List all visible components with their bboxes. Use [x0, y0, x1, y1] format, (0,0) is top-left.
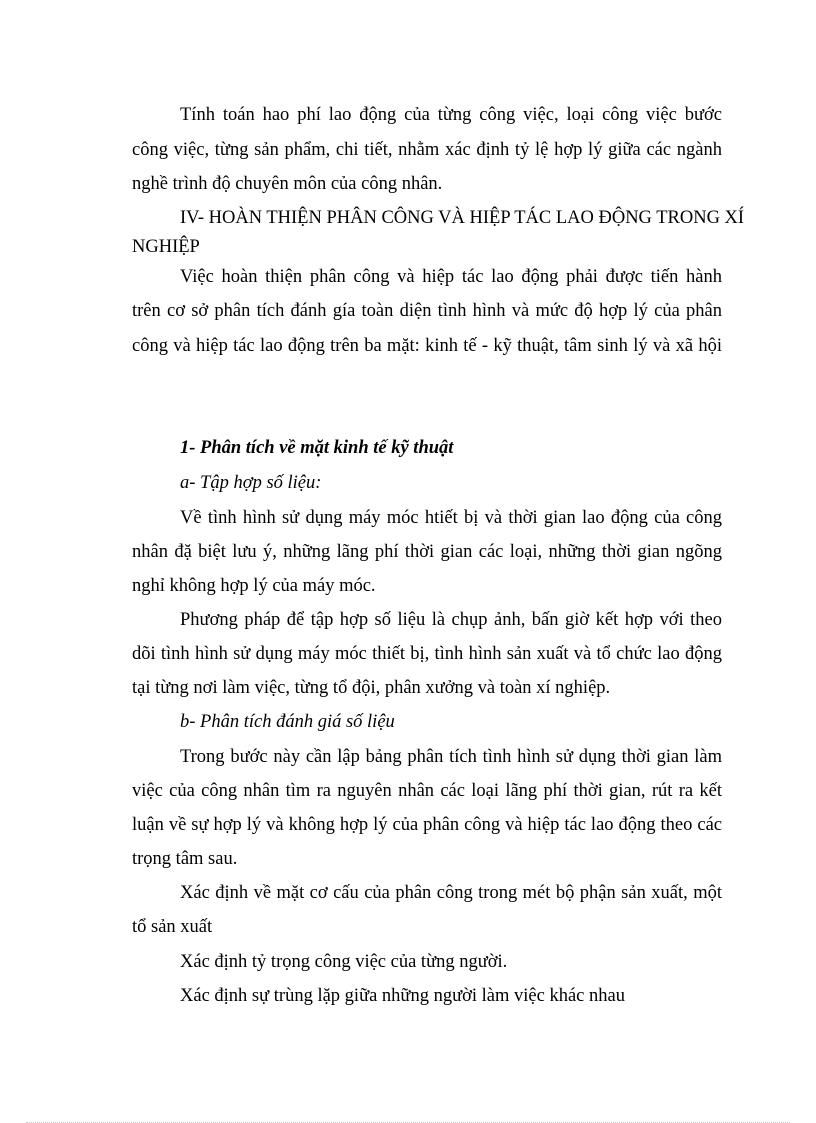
paragraph-line: tại từng nơi làm việc, từng tổ đội, phân xưởng và toàn xí nghiệp. [132, 678, 611, 698]
paragraph-line: nghề trình độ chuyên môn của công nhân. [132, 174, 443, 194]
paragraph-line: nhân đặ biệt lưu ý, những lãng phí thời gian các loại, những thời gian ngõng [132, 542, 722, 562]
subsection-title-b: b- Phân tích đánh giá số liệu [180, 712, 395, 732]
paragraph-line: tổ sản xuất [132, 917, 213, 937]
paragraph-line: dõi tình hình sử dụng máy móc thiết bị, tình hình sản xuất và tổ chức lao động [132, 644, 722, 664]
paragraph-line: Về tình hình sử dụng máy móc htiết bị và thời gian lao động của công [180, 508, 722, 528]
paragraph-line: luận về sự hợp lý và không hợp lý của phân công và hiệp tác lao động theo các [132, 815, 722, 835]
paragraph-line: Việc hoàn thiện phân công và hiệp tác lao động phải được tiến hành [180, 267, 722, 287]
paragraph-line: Xác định về mặt cơ cấu của phân công trong mét bộ phận sản xuất, một [180, 883, 722, 903]
paragraph-line: Trong bước này cần lập bảng phân tích tình hình sử dụng thời gian làm [180, 747, 722, 767]
paragraph-line: công và hiệp tác lao động trên ba mặt: kinh tế - kỹ thuật, tâm sinh lý và xã hội [132, 336, 722, 356]
paragraph-line: trên cơ sở phân tích đánh gía toàn diện tình hình và mức độ hợp lý của phân [132, 301, 722, 321]
paragraph-line: nghỉ không hợp lý của máy móc. [132, 576, 376, 596]
paragraph-line: Phương pháp để tập hợp số liệu là chụp ảnh, bấn giờ kết hợp với theo [180, 610, 722, 630]
paragraph-line: việc của công nhân tìm ra nguyên nhân các loại lãng phí thời gian, rút ra kết [132, 781, 722, 801]
subsection-title-a: a- Tập hợp số liệu: [180, 473, 322, 493]
paragraph-line: công việc, từng sản phẩm, chi tiết, nhằm xác định tỷ lệ hợp lý giữa các ngành [132, 140, 722, 160]
paragraph-line: Xác định tỷ trọng công việc của từng người. [180, 952, 508, 972]
section-heading-iv: IV- HOÀN THIỆN PHÂN CÔNG VÀ HIỆP TÁC LAO ĐỘNG TRONG XÍ [180, 208, 745, 228]
paragraph-line: Tính toán hao phí lao động của từng công việc, loại công việc bước [180, 105, 722, 125]
section-heading-iv-cont: NGHIỆP [132, 237, 200, 257]
section-title-1: 1- Phân tích về mặt kinh tế kỹ thuật [180, 438, 454, 458]
paragraph-line: trọng tâm sau. [132, 849, 238, 869]
paragraph-line: Xác định sự trùng lặp giữa những người làm việc khác nhau [180, 986, 625, 1006]
